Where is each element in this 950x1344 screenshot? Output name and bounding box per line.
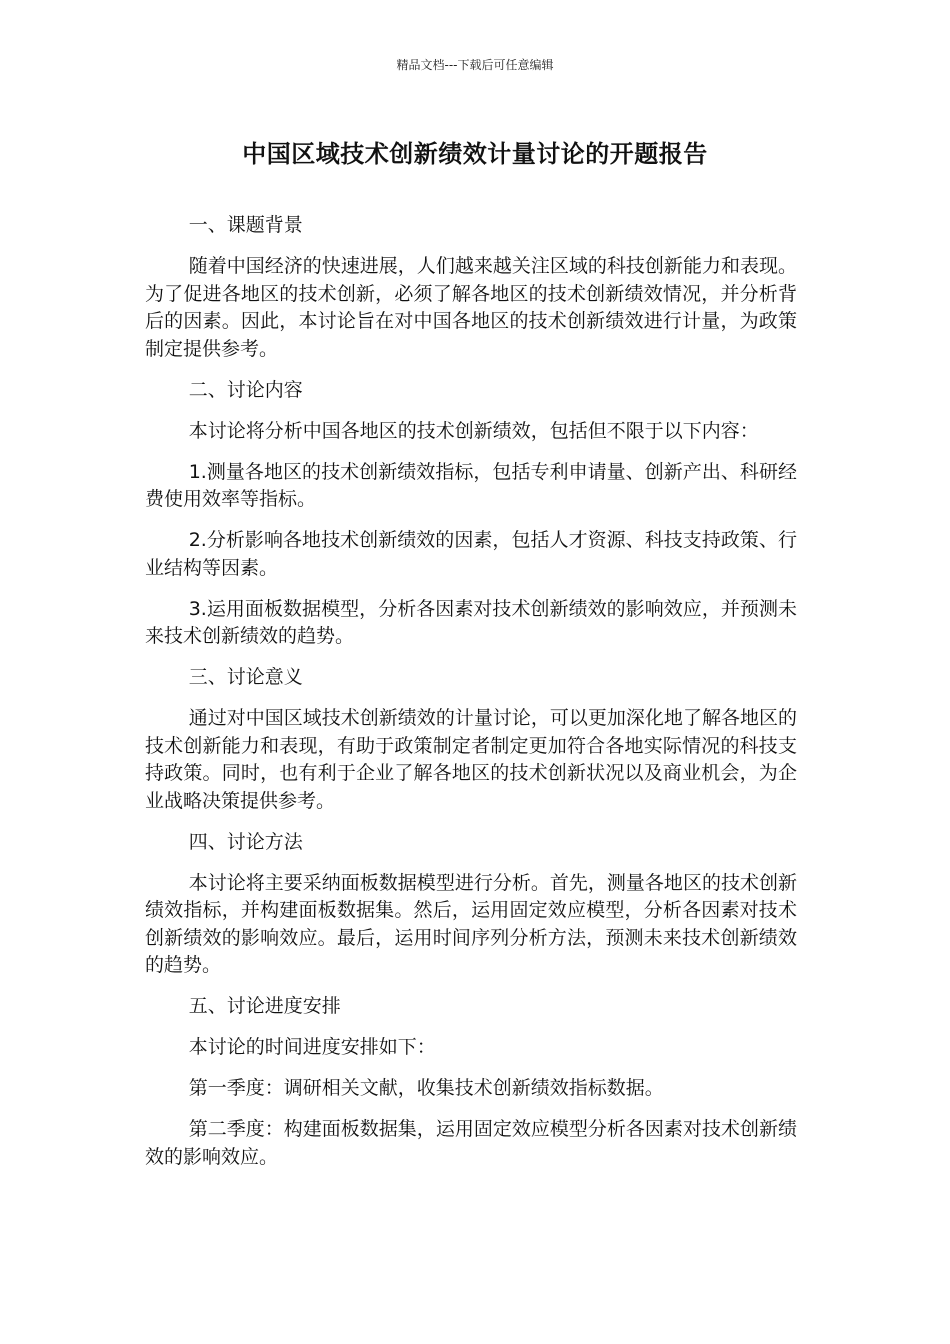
schedule-item-q2: 第二季度：构建面板数据集，运用固定效应模型分析各因素对技术创新绩效的影响效应。 (145, 1118, 797, 1168)
paragraph-background: 随着中国经济的快速进展，人们越来越关注区域的科技创新能力和表现。为了促进各地区的技术创新，必须了解各地区的技术创新绩效情况，并分析背后的因素。因此，本讨论旨在对中国各地区的技术创新绩效进行计量，为政策制定提供参考。 (145, 255, 797, 360)
paragraph-schedule-intro: 本讨论的时间进度安排如下： (188, 1036, 436, 1058)
paragraph-content-intro: 本讨论将分析中国各地区的技术创新绩效，包括但不限于以下内容： (188, 419, 759, 442)
list-item-content-1: 1.测量各地区的技术创新绩效指标，包括专利申请量、创新产出、科研经费使用效率等指标。 (145, 460, 797, 510)
document-title: 中国区域技术创新绩效计量讨论的开题报告 (242, 140, 708, 168)
section-heading-methods: 四、讨论方法 (188, 830, 303, 853)
section-heading-significance: 三、讨论意义 (188, 666, 303, 688)
section-heading-content: 二、讨论内容 (188, 378, 303, 401)
section-heading-schedule: 五、讨论进度安排 (188, 995, 341, 1017)
list-item-content-3: 3.运用面板数据模型，分析各因素对技术创新绩效的影响效应，并预测未来技术创新绩效的趋势。 (145, 597, 797, 647)
document-body (145, 212, 797, 1185)
paragraph-methods: 本讨论将主要采纳面板数据模型进行分析。首先，测量各地区的技术创新绩效指标，并构建面板数据集。然后，运用固定效应模型，分析各因素对技术创新绩效的影响效应。最后，运用时间序列分析方法，预测未来技术创新绩效的趋势。 (145, 871, 797, 976)
page-header: 精品文档---下载后可任意编辑 (396, 58, 554, 72)
section-heading-background: 一、课题背景 (188, 214, 303, 236)
list-item-content-2: 2.分析影响各地技术创新绩效的因素，包括人才资源、科技支持政策、行业结构等因素。 (145, 529, 797, 579)
paragraph-significance: 通过对中国区域技术创新绩效的计量讨论，可以更加深化地了解各地区的技术创新能力和表现，有助于政策制定者制定更加符合各地实际情况的科技支持政策。同时，也有利于企业了解各地区的技术创新状况以及商业机会，为企业战略决策提供参考。 (145, 707, 797, 812)
schedule-item-q1: 第一季度：调研相关文献，收集技术创新绩效指标数据。 (188, 1077, 664, 1099)
